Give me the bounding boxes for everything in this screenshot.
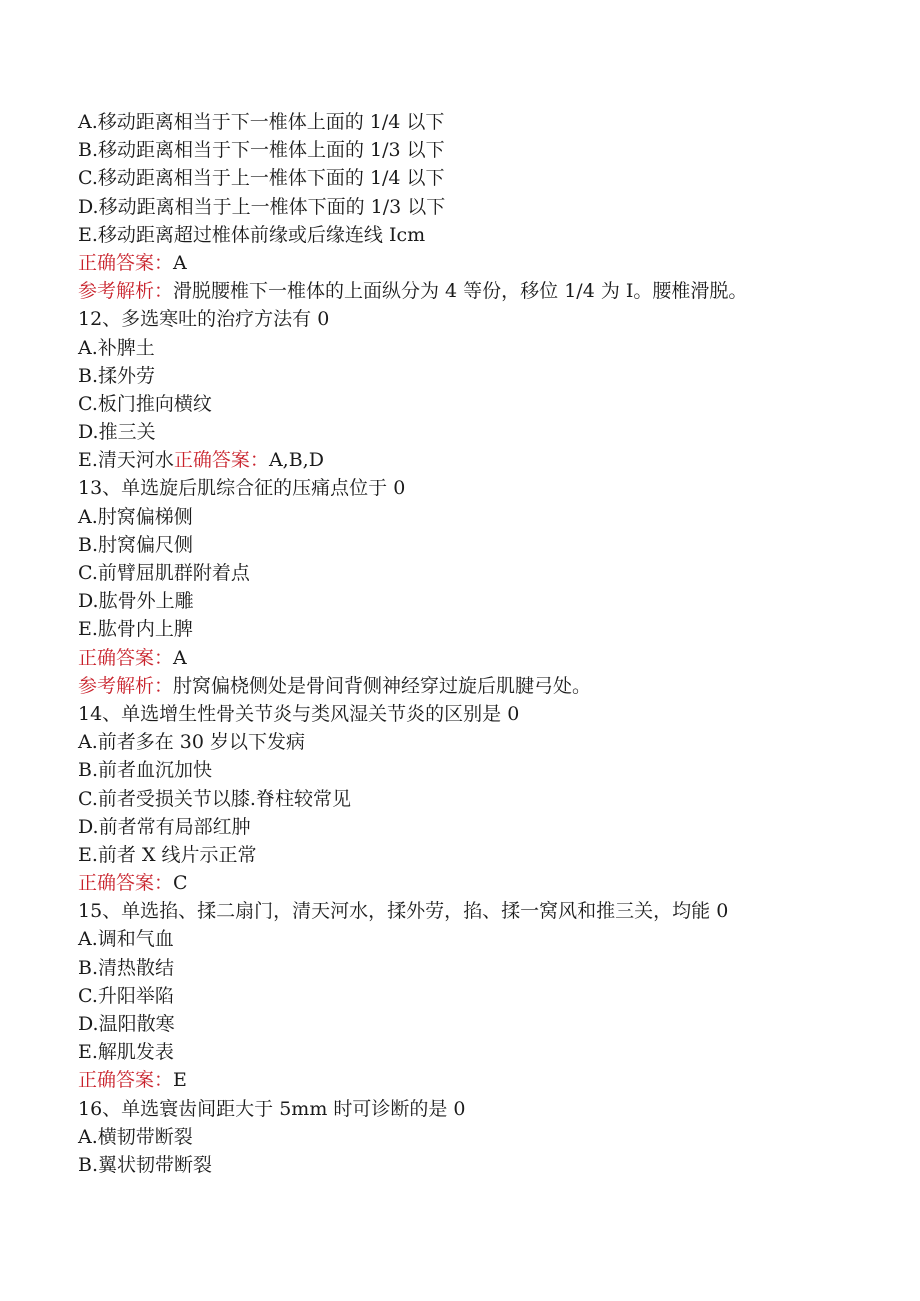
text-line <box>78 474 878 502</box>
line-text: B.前者血沉加快 <box>78 759 213 782</box>
line-text: B.揉外劳 <box>78 364 156 387</box>
text-line <box>78 756 878 784</box>
line-text: A.前者多在 30 岁以下发病 <box>78 731 306 754</box>
answer-label: 正确答案： <box>173 449 269 472</box>
line-text: 12、多选寒吐的治疗方法有 0 <box>78 308 330 331</box>
line-text: D.移动距离相当于上一椎体下面的 1/3 以下 <box>78 195 446 218</box>
line-text: E.移动距离超过椎体前缘或后缘连线 Icm <box>78 223 426 246</box>
text-line <box>78 785 878 813</box>
line-text: A.移动距离相当于下一椎体上面的 1/4 以下 <box>78 111 445 133</box>
line-text: 滑脱腰椎下一椎体的上面纵分为 4 等份，移位 1/4 为 I。腰椎滑脱。 <box>173 280 748 303</box>
text-line <box>78 418 878 446</box>
line-text: A,B,D <box>268 449 324 472</box>
document-body <box>78 108 878 1179</box>
text-line <box>78 503 878 531</box>
text-line <box>78 1095 878 1123</box>
line-text: C.升阳举陷 <box>78 984 174 1007</box>
line-text: E.解肌发表 <box>78 1041 174 1064</box>
text-line <box>78 869 878 897</box>
text-line <box>78 813 878 841</box>
line-text: E <box>173 1069 187 1092</box>
line-text: C.前臂屈肌群附着点 <box>78 562 250 584</box>
text-line <box>78 841 878 869</box>
line-text: A.调和气血 <box>78 928 174 951</box>
line-text: C <box>173 872 188 895</box>
text-line <box>78 108 878 136</box>
text-line <box>78 954 878 982</box>
text-line <box>78 728 878 756</box>
text-line <box>78 164 878 192</box>
line-text: B.移动距离相当于下一椎体上面的 1/3 以下 <box>78 139 445 162</box>
text-line <box>78 559 878 587</box>
line-text: 16、单选寰齿间距大于 5mm 时可诊断的是 0 <box>78 1097 466 1120</box>
text-line <box>78 1010 878 1038</box>
line-text: B.清热散结 <box>78 956 175 979</box>
line-text: B.肘窝偏尺侧 <box>78 533 194 556</box>
text-line <box>78 897 878 925</box>
line-text: A <box>173 646 187 669</box>
text-line <box>78 249 878 277</box>
line-text: C.板门推向横纹 <box>78 392 212 415</box>
line-text: D.温阳散寒 <box>78 1013 175 1035</box>
text-line <box>78 982 878 1010</box>
line-text: E.清天河水 <box>78 449 174 472</box>
line-text: E.肱骨内上脾 <box>78 618 193 641</box>
text-line <box>78 390 878 418</box>
line-text: B.翼状韧带断裂 <box>78 1153 213 1176</box>
text-line <box>78 700 878 728</box>
text-line <box>78 925 878 953</box>
line-text: D.前者常有局部红肿 <box>78 815 251 838</box>
text-line <box>78 334 878 362</box>
text-line <box>78 1151 878 1179</box>
answer-label: 参考解析： <box>78 280 174 303</box>
text-line <box>78 305 878 333</box>
line-text: A.肘窝偏梯侧 <box>78 505 193 528</box>
line-text: D.推三关 <box>78 421 156 444</box>
text-line <box>78 221 878 249</box>
line-text: 13、单选旋后肌综合征的压痛点位于 0 <box>78 477 406 500</box>
line-text: A.横韧带断裂 <box>78 1125 193 1148</box>
answer-label: 正确答案： <box>78 251 174 274</box>
text-line <box>78 1123 878 1151</box>
line-text: A.补脾土 <box>78 336 155 359</box>
text-line <box>78 446 878 474</box>
line-text: D.肱骨外上雕 <box>78 590 194 613</box>
text-line <box>78 193 878 221</box>
text-line <box>78 672 878 700</box>
line-text: E.前者 X 线片示正常 <box>78 843 257 866</box>
text-line <box>78 362 878 390</box>
text-line <box>78 277 878 305</box>
text-line <box>78 136 878 164</box>
text-line <box>78 1038 878 1066</box>
answer-label: 正确答案： <box>78 1069 174 1092</box>
text-line <box>78 644 878 672</box>
answer-label: 正确答案： <box>78 646 174 669</box>
line-text: 15、单选掐、揉二扇门，清天河水，揉外劳，掐、揉一窝风和推三关，均能 0 <box>78 900 729 923</box>
line-text: 14、单选增生性骨关节炎与类风湿关节炎的区别是 0 <box>78 702 520 725</box>
text-line <box>78 1066 878 1094</box>
answer-label: 正确答案： <box>78 872 174 895</box>
line-text: C.移动距离相当于上一椎体下面的 1/4 以下 <box>78 167 445 190</box>
line-text: C.前者受损关节以膝.脊柱较常见 <box>78 787 351 810</box>
answer-label: 参考解析： <box>78 674 174 697</box>
line-text: 肘窝偏桡侧处是骨间背侧神经穿过旋后肌腱弓处。 <box>173 674 592 697</box>
text-line <box>78 531 878 559</box>
text-line <box>78 615 878 643</box>
line-text: A <box>173 251 187 274</box>
text-line <box>78 587 878 615</box>
